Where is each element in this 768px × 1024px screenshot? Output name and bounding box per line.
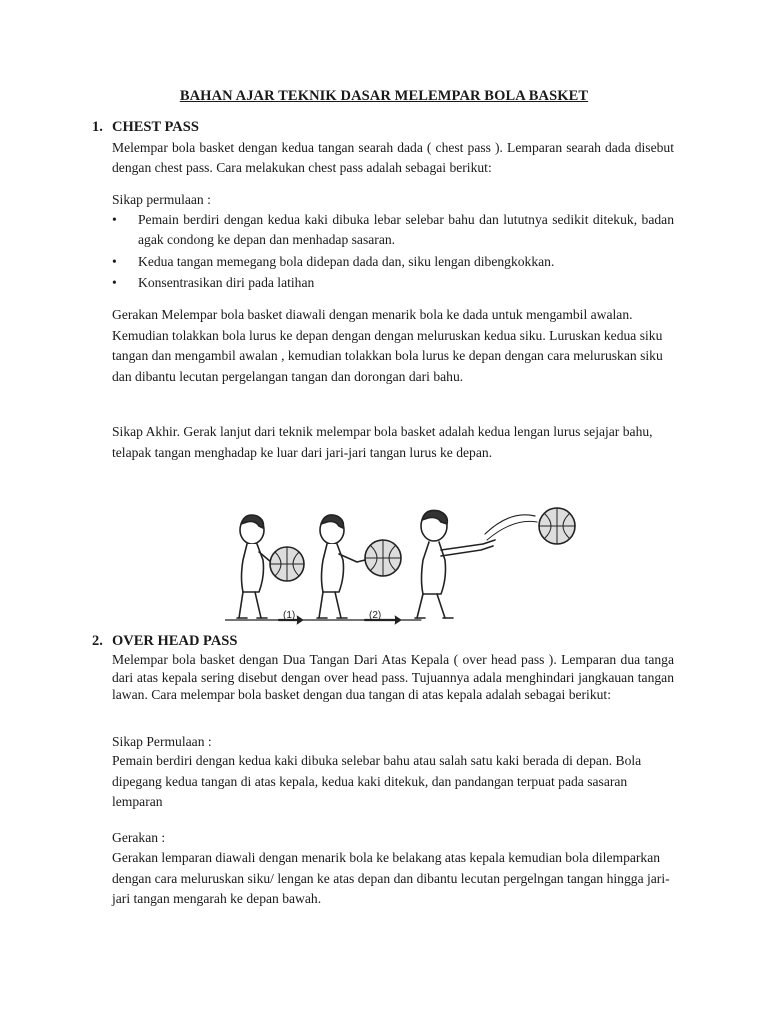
section-1-title: CHEST PASS — [112, 119, 199, 135]
list-item — [112, 273, 674, 293]
bullet-icon: • — [112, 212, 117, 227]
bullet-text: Kedua tangan memegang bola didepan dada dan, siku lengan dibengkokkan. — [138, 254, 555, 269]
section-1-gerakan: Gerakan Melempar bola basket diawali dengan menarik bola ke dada untuk mengambil awalan. Kemudian tolakkan bola lurus ke depan dengan dengan meluruskan kedua siku. Luruskan kedua siku tangan dan mengambil awalan , kemudian tolakkan bola lurus ke depan dengan cara meluruskan siku dan dibantu lecutan pergelangan tangan dan dorongan dari bahu. — [112, 307, 663, 384]
section-2-number: 2. — [92, 633, 103, 649]
bullet-icon: • — [112, 254, 117, 269]
section-2-intro: Melempar bola basket dengan Dua Tangan Dari Atas Kepala ( over head pass ). Lemparan dua tanga dari atas kepala sering disebut dengan over head pass. Tujuannya adala menghindari jangkauan tangan lawan. Cara melempar bola basket dengan dua tangan di atas kepala adalah sebagai berikut: — [112, 652, 674, 702]
section-1-bullet-list — [112, 210, 674, 293]
section-2-gerakan-label: Gerakan : — [112, 830, 166, 845]
section-1-sikap-akhir: Sikap Akhir. Gerak lanjut dari teknik melempar bola basket adalah kedua lengan lurus sejajar bahu, telapak tangan menghadap ke luar dari jari-jari tangan lurus ke depan. — [112, 424, 653, 460]
section-2-gerakan-text: Gerakan lemparan diawali dengan menarik bola ke belakang atas kepala kemudian bola dilemparkan dengan cara meluruskan siku/ lengan ke atas depan dan dibantu lecutan pergelngan tangan hingga jari-jari tangan mengarah ke depan bawah. — [112, 850, 670, 906]
section-1-sikap-label: Sikap permulaan : — [112, 192, 211, 207]
section-1-intro: Melempar bola basket dengan kedua tangan searah dada ( chest pass ). Lemparan searah dada disebut dengan chest pass. Cara melakukan chest pass adalah sebagai berikut: — [112, 140, 674, 175]
bullet-icon: • — [112, 275, 117, 290]
section-2-heading — [92, 633, 237, 650]
section-2-sikap-label: Sikap Permulaan : — [112, 734, 212, 749]
step-2-label: (2) — [369, 610, 382, 621]
trajectory-line — [485, 515, 535, 534]
list-item — [112, 252, 674, 272]
section-2-sikap-text: Pemain berdiri dengan kedua kaki dibuka selebar bahu atau salah satu kaki berada di depan. Bola dipegang kedua tangan di atas kepala, kedua kaki ditekuk, dan pandangan terpuat pada sasaran lemparan — [112, 753, 642, 809]
step-1-label: (1) — [283, 610, 296, 621]
chest-pass-illustration — [225, 500, 585, 625]
bullet-text: Konsentrasikan diri pada latihan — [138, 275, 315, 290]
section-2-title: OVER HEAD PASS — [112, 633, 238, 649]
player-figure-2 — [317, 515, 365, 618]
section-1-heading — [92, 119, 199, 136]
list-item — [112, 210, 674, 250]
bullet-text: Pemain berdiri dengan kedua kaki dibuka lebar selebar bahu dan lututnya sedikit ditekuk, badan agak condong ke depan dan menhadap sasaran. — [138, 212, 674, 247]
document-title: BAHAN AJAR TEKNIK DASAR MELEMPAR BOLA BASKET — [179, 88, 589, 104]
section-1-number: 1. — [92, 119, 103, 135]
player-figure-3 — [415, 510, 495, 618]
